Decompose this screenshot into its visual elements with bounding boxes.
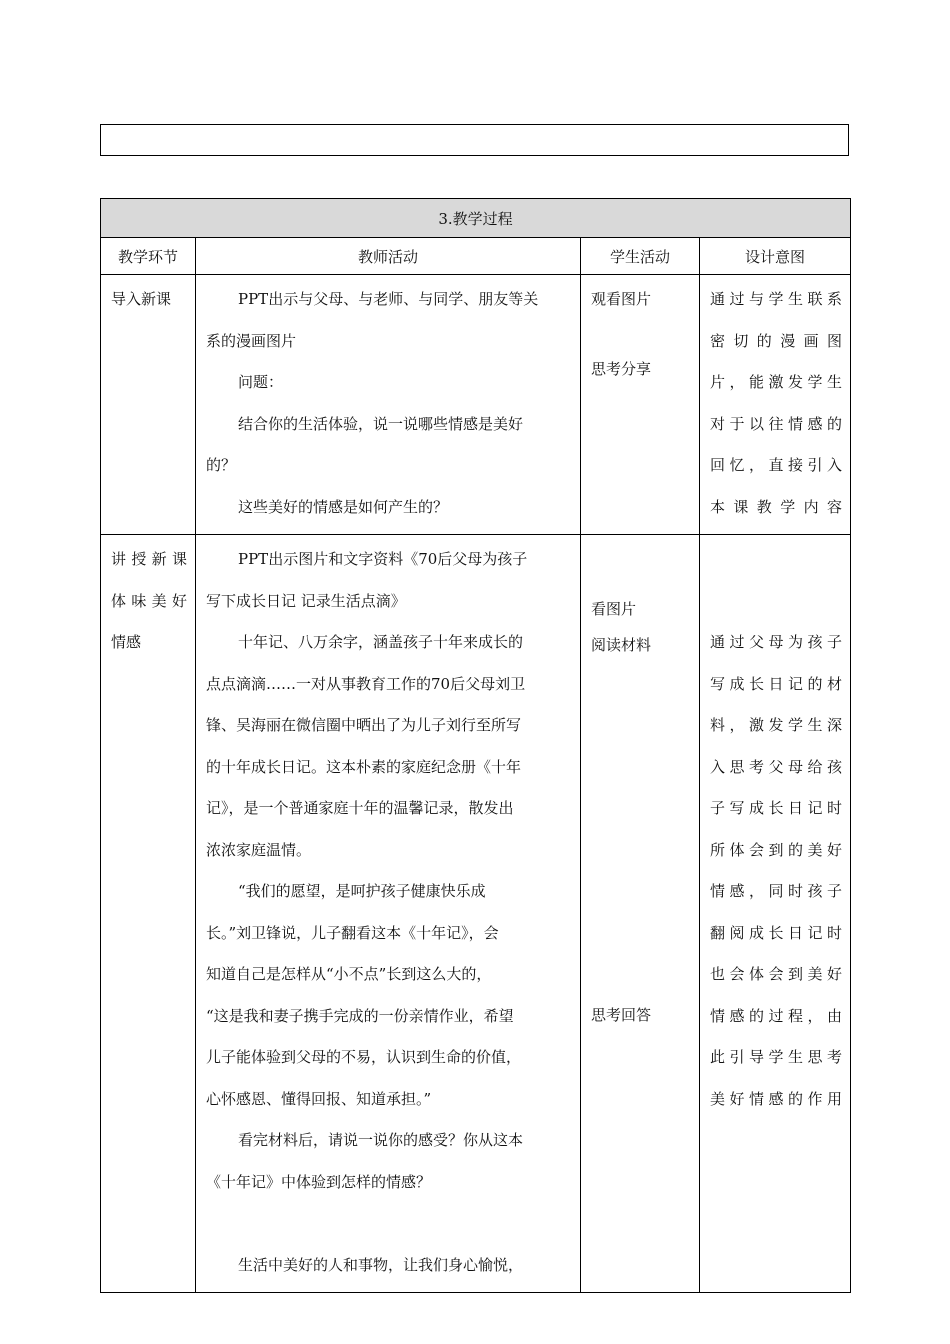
design-intent-line: 写成长日记的材 [710, 674, 842, 693]
design-intent-line: 此引导学生思考 [710, 1048, 842, 1066]
previous-section-box [100, 124, 849, 156]
teacher-text-line: 十年记、八万余字，涵盖孩子十年来成长的 [238, 633, 524, 651]
design-cell [700, 535, 851, 1293]
stage-label: 体味美好 [111, 591, 187, 610]
teacher-text-line: 点点滴滴……一对从事教育工作的70后父母刘卫 [206, 674, 526, 693]
design-intent-line: 密切的漫画图 [710, 331, 842, 350]
teacher-text-line: 这些美好的情感是如何产生的？ [238, 497, 449, 516]
teacher-text-line: 记》，是一个普通家庭十年的温馨记录，散发出 [206, 799, 514, 817]
teacher-cell [196, 535, 581, 1293]
design-cell [700, 275, 851, 535]
teacher-text-line: 《十年记》中体验到怎样的情感？ [206, 1172, 432, 1191]
teacher-text-line: “这是我和妻子携手完成的一份亲情作业，希望 [206, 1006, 514, 1025]
teacher-text-line: 儿子能体验到父母的不易，认识到生命的价值， [206, 1048, 522, 1066]
stage-cell [101, 275, 196, 535]
student-cell [581, 535, 700, 1293]
stage-label: 导入新课 [111, 290, 172, 308]
teacher-cell [196, 275, 581, 535]
student-activity: 思考分享 [591, 359, 652, 378]
design-intent-line: 翻阅成长日记时 [710, 923, 842, 942]
row1-design [700, 275, 850, 534]
teacher-text-line: 心怀感恩、懂得回报、知道承担。” [206, 1089, 432, 1108]
teacher-text-line: 锋、吴海丽在微信圈中晒出了为儿子刘行至所写 [206, 716, 522, 734]
row2-student [581, 535, 699, 1042]
spacer [591, 912, 691, 954]
design-intent-line: 回忆，直接引入 [710, 456, 842, 474]
spacer [591, 870, 691, 912]
header-student: 学生活动 [581, 238, 700, 275]
design-intent-line: 也会体会到美好 [710, 965, 842, 983]
student-activity: 思考回答 [591, 1005, 652, 1024]
teacher-text-line: 结合你的生活体验，说一说哪些情感是美好 [238, 414, 524, 433]
teacher-text-line [206, 1203, 572, 1245]
teacher-text-line: 浓浓家庭温情。 [206, 840, 312, 859]
design-intent-line: 情感，同时孩子 [710, 882, 842, 900]
table-title: 3.教学过程 [101, 199, 851, 238]
student-activity: 观看图片 [591, 290, 652, 308]
teacher-text-line: 生活中美好的人和事物，让我们身心愉悦， [238, 1255, 524, 1274]
row1-student [581, 275, 699, 396]
design-intent-line: 美好情感的作用 [710, 1089, 842, 1108]
row2-stage [101, 535, 195, 670]
student-cell [581, 275, 700, 535]
table-row [101, 275, 851, 535]
teacher-text-line: 的？ [206, 456, 237, 474]
spacer [591, 704, 691, 746]
teacher-text-line: 长。”刘卫锋说，儿子翻看这本《十年记》，会 [206, 923, 499, 942]
teacher-text-line: “我们的愿望，是呵护孩子健康快乐成 [238, 882, 486, 900]
spacer [591, 663, 691, 705]
header-row [101, 238, 851, 275]
header-teacher: 教师活动 [196, 238, 581, 275]
student-activity: 阅读材料 [591, 635, 652, 654]
spacer [710, 539, 842, 581]
spacer [591, 539, 691, 581]
teaching-process-table [100, 198, 851, 1293]
teacher-text-line: 问题： [238, 373, 284, 391]
stage-label: 讲授新课 [111, 550, 187, 568]
header-design: 设计意图 [700, 238, 851, 275]
spacer [591, 787, 691, 829]
spacer [710, 581, 842, 623]
design-intent-line: 所体会到的美好 [710, 840, 842, 859]
design-intent-line: 通过与学生联系 [710, 290, 842, 308]
teacher-text-line: 知道自己是怎样从“小不点”长到这么大的， [206, 965, 492, 983]
design-intent-line: 本课教学内容 [710, 497, 842, 516]
design-intent-line: 情感的过程，由 [710, 1006, 842, 1025]
stage-label: 情感 [111, 633, 142, 651]
teacher-text-line: 的十年成长日记。这本朴素的家庭纪念册《十年 [206, 757, 522, 776]
row1-teacher [196, 275, 580, 534]
table-row [101, 535, 851, 1293]
row1-stage [101, 275, 195, 327]
design-intent-line: 片，能激发学生 [710, 373, 842, 391]
row2-teacher [196, 535, 580, 1292]
design-intent-line: 入思考父母给孩 [710, 757, 842, 776]
design-intent-line: 通过父母为孩子 [710, 633, 842, 651]
teacher-text-line: 写下成长日记 记录生活点滴》 [206, 591, 406, 610]
spacer [591, 829, 691, 871]
row2-design [700, 535, 850, 1126]
spacer [591, 953, 691, 995]
teacher-text-line: 系的漫画图片 [206, 331, 297, 350]
stage-cell [101, 535, 196, 1293]
header-stage: 教学环节 [101, 238, 196, 275]
design-intent-line: 对于以往情感的 [710, 414, 842, 433]
student-activity: 看图片 [591, 599, 637, 618]
teacher-text-line: 看完材料后，请说一说你的感受？你从这本 [238, 1131, 524, 1149]
design-intent-line: 料，激发学生深 [710, 716, 842, 734]
design-intent-line: 子写成长日记时 [710, 799, 842, 817]
teacher-text-line: PPT出示图片和文字资料《70后父母为孩子 [238, 550, 528, 568]
teacher-text-line: PPT出示与父母、与老师、与同学、朋友等关 [238, 290, 539, 308]
spacer [591, 746, 691, 788]
